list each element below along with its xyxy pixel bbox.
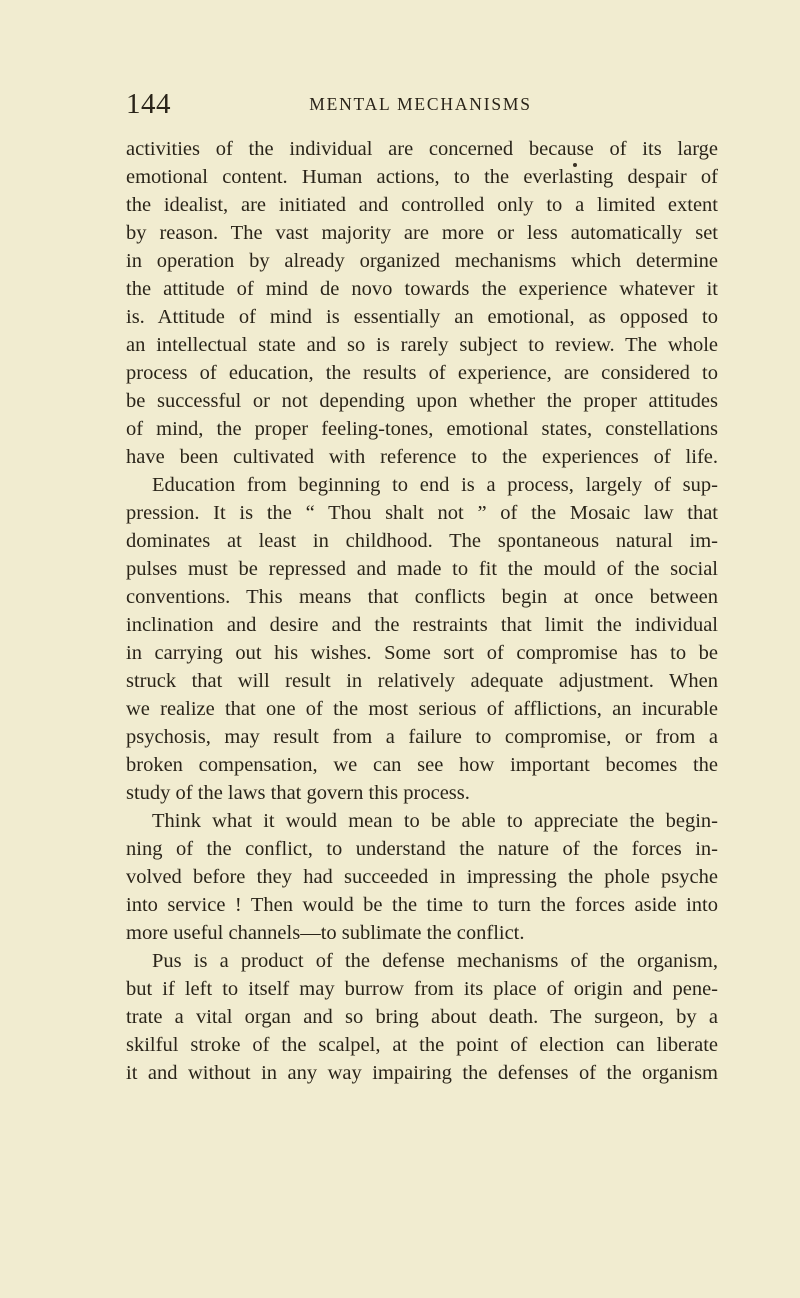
text-line: but if left to itself may burrow from its place of origin and pene- [126, 978, 718, 1000]
text-line: into service ! Then would be the time to turn the forces aside into [126, 894, 718, 916]
text-line: of mind, the proper feeling-tones, emotional states, constellations [126, 418, 718, 440]
text-line: process of education, the results of experience, are considered to [126, 362, 718, 384]
text-line: conventions. This means that conflicts begin at once between [126, 586, 718, 608]
paragraph [126, 471, 718, 807]
text-line: the attitude of mind de novo towards the experience whatever it [126, 278, 718, 300]
text-line: pulses must be repressed and made to fit the mould of the social [126, 558, 718, 580]
text-line: volved before they had succeeded in impressing the phole psyche [126, 866, 718, 888]
paragraph [126, 947, 718, 1087]
text-line: inclination and desire and the restraints that limit the individual [126, 614, 718, 636]
text-line: pression. It is the “ Thou shalt not ” of the Mosaic law that [126, 502, 718, 524]
text-line: Education from beginning to end is a process, largely of sup- [152, 474, 718, 496]
text-line: struck that will result in relatively adequate adjustment. When [126, 670, 718, 692]
text-line: it and without in any way impairing the defenses of the organism [126, 1062, 718, 1084]
page-header [126, 88, 715, 122]
paragraph [126, 807, 718, 947]
text-line: activities of the individual are concerned because of its large [126, 138, 718, 160]
text-line: dominates at least in childhood. The spontaneous natural im- [126, 530, 718, 552]
text-line: by reason. The vast majority are more or less automatically set [126, 222, 718, 244]
text-line: we realize that one of the most serious of afflictions, an incurable [126, 698, 718, 720]
text-line: skilful stroke of the scalpel, at the point of election can liberate [126, 1034, 718, 1056]
page-number: 144 [126, 88, 171, 120]
text-line: broken compensation, we can see how important becomes the [126, 754, 718, 776]
text-line: study of the laws that govern this process. [126, 782, 470, 804]
text-line: be successful or not depending upon whether the proper attitudes [126, 390, 718, 412]
text-line: have been cultivated with reference to the experiences of life. [126, 446, 718, 468]
text-line: in operation by already organized mechanisms which determine [126, 250, 718, 272]
text-line: more useful channels—to sublimate the conflict. [126, 922, 525, 944]
text-line: in carrying out his wishes. Some sort of compromise has to be [126, 642, 718, 664]
text-line: Pus is a product of the defense mechanisms of the organism, [152, 950, 718, 972]
text-line: the idealist, are initiated and controlled only to a limited extent [126, 194, 718, 216]
text-line: Think what it would mean to be able to appreciate the begin- [152, 810, 718, 832]
body-text [126, 135, 718, 1087]
text-line: emotional content. Human actions, to the everlasting despair of [126, 166, 718, 188]
text-line: trate a vital organ and so bring about death. The surgeon, by a [126, 1006, 718, 1028]
text-line: is. Attitude of mind is essentially an emotional, as opposed to [126, 306, 718, 328]
paragraph [126, 135, 718, 471]
text-line: psychosis, may result from a failure to compromise, or from a [126, 726, 718, 748]
text-line: an intellectual state and so is rarely subject to review. The whole [126, 334, 718, 356]
running-head: MENTAL MECHANISMS [309, 94, 532, 114]
text-line: ning of the conflict, to understand the nature of the forces in- [126, 838, 718, 860]
